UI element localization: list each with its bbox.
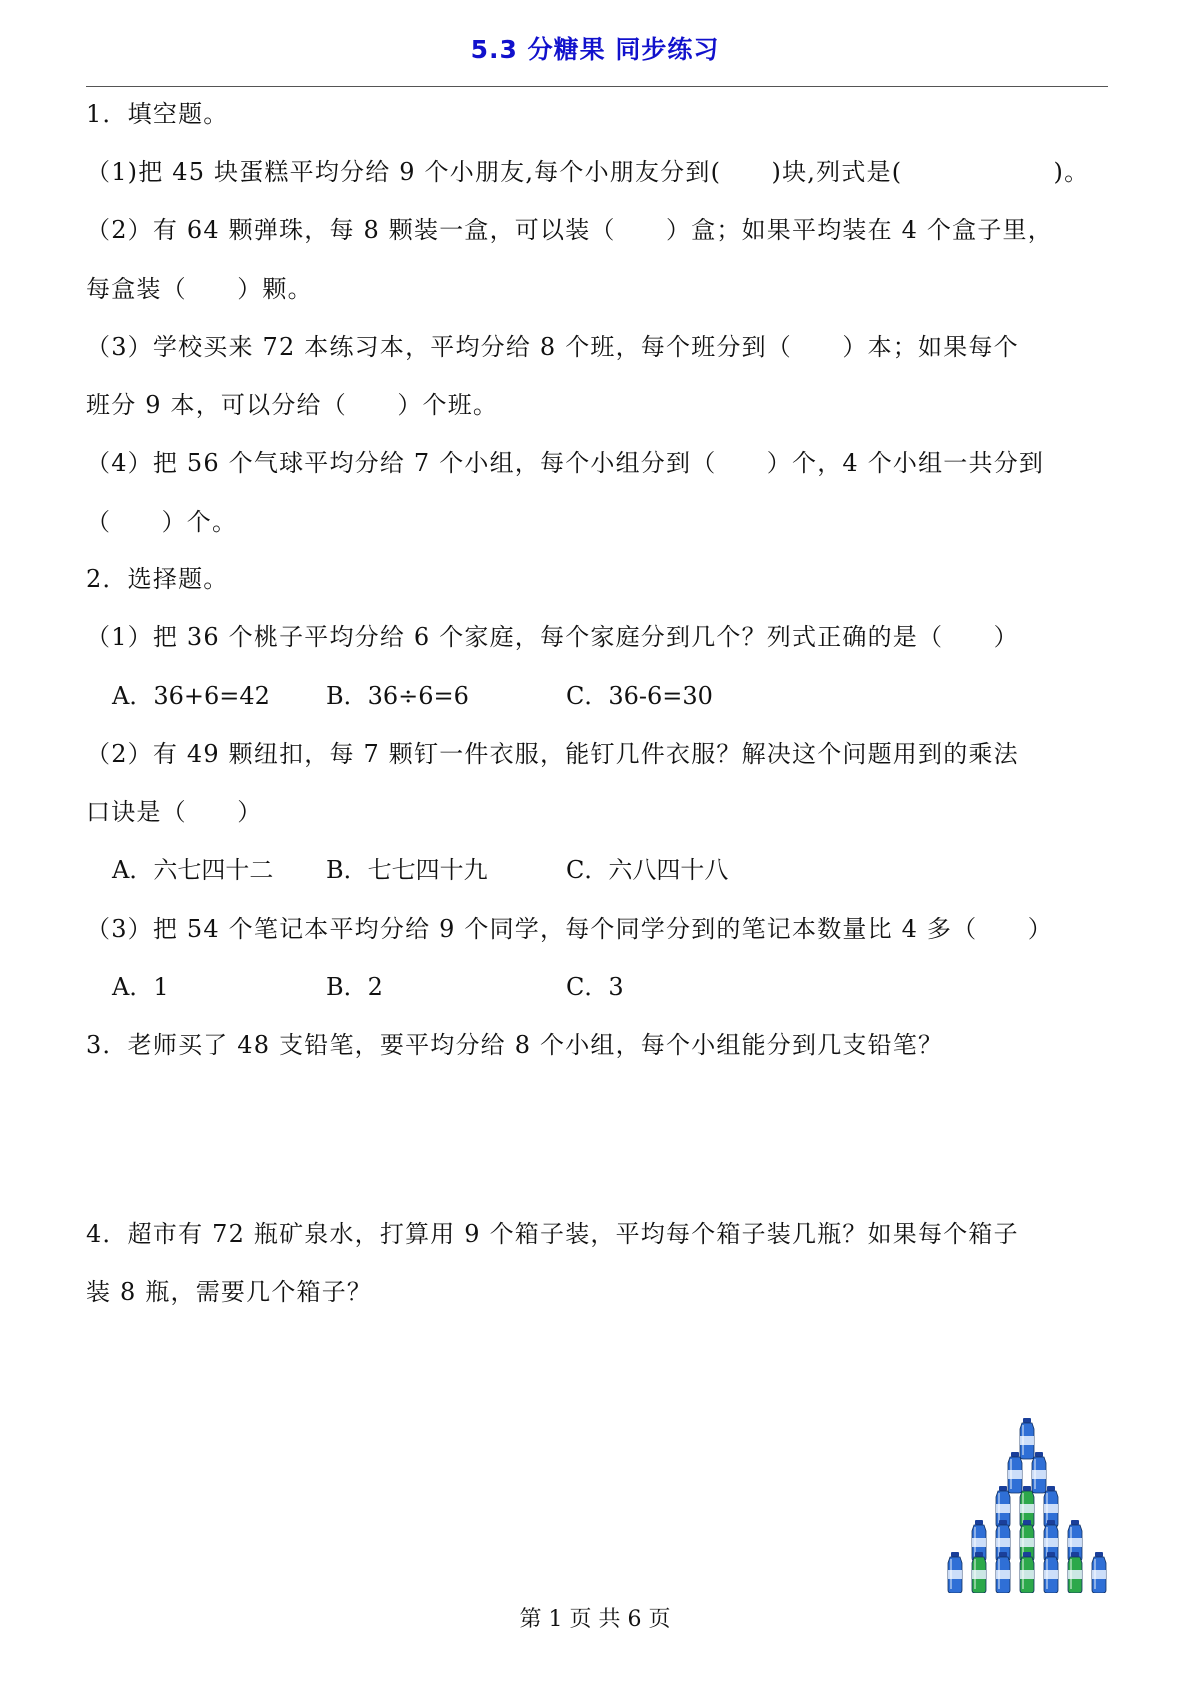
- section-4-line-2: 装 8 瓶，需要几个箱子？: [86, 1278, 373, 1306]
- s2-q3-option-b: B．2: [326, 973, 383, 1001]
- s2-q3-option-a: A．1: [112, 973, 169, 1001]
- s2-q2-option-b: B．七七四十九: [326, 856, 488, 884]
- s1-question-3-line-1: （3）学校买来 72 本练习本，平均分给 8 个班，每个班分到（ ）本；如果每个: [86, 333, 1019, 361]
- s1-question-4-line-2: （ ）个。: [86, 508, 238, 536]
- header-divider: [86, 86, 1108, 87]
- s2-q1-option-c: C．36-6=30: [566, 682, 713, 710]
- s1-question-2-line-1: （2）有 64 颗弹珠，每 8 颗装一盒，可以装（ ）盒；如果平均装在 4 个盒子里，: [86, 216, 1053, 244]
- s1-question-3-line-2: 班分 9 本，可以分给（ ）个班。: [86, 391, 499, 419]
- s2-question-3: （3）把 54 个笔记本平均分给 9 个同学，每个同学分到的笔记本数量比 4 多（ ）: [86, 915, 1053, 943]
- water-bottle-pyramid-illustration: [942, 1418, 1112, 1593]
- section-3-question: 3．老师买了 48 支铅笔，要平均分给 8 个小组，每个小组能分到几支铅笔？: [86, 1031, 944, 1059]
- s2-question-1: （1）把 36 个桃子平均分给 6 个家庭，每个家庭分到几个？列式正确的是（ ）: [86, 623, 1019, 651]
- s1-question-1: （1)把 45 块蛋糕平均分给 9 个小朋友,每个小朋友分到( )块,列式是( )。: [86, 158, 1090, 186]
- s2-q1-option-b: B．36÷6=6: [326, 682, 469, 710]
- s2-q2-option-c: C．六八四十八: [566, 856, 729, 884]
- s2-q1-option-a: A．36+6=42: [112, 682, 270, 710]
- page-footer: 第 1 页 共 6 页: [519, 1607, 671, 1632]
- s2-question-2-line-2: 口诀是（ ）: [86, 798, 263, 826]
- section-4-line-1: 4．超市有 72 瓶矿泉水，打算用 9 个箱子装，平均每个箱子装几瓶？如果每个箱子: [86, 1220, 1019, 1248]
- section-2-heading: 2．选择题。: [86, 565, 229, 593]
- s2-q3-option-c: C．3: [566, 973, 624, 1001]
- s1-question-4-line-1: （4）把 56 个气球平均分给 7 个小组，每个小组分到（ ）个，4 个小组一共分到: [86, 449, 1045, 477]
- section-1-heading: 1．填空题。: [86, 100, 229, 128]
- s1-question-2-line-2: 每盒装（ ）颗。: [86, 275, 313, 303]
- page-title: 5.3 分糖果 同步练习: [470, 35, 720, 64]
- s2-question-2-line-1: （2）有 49 颗纽扣，每 7 颗钉一件衣服，能钉几件衣服？解决这个问题用到的乘法: [86, 740, 1019, 768]
- s2-q2-option-a: A．六七四十二: [112, 856, 274, 884]
